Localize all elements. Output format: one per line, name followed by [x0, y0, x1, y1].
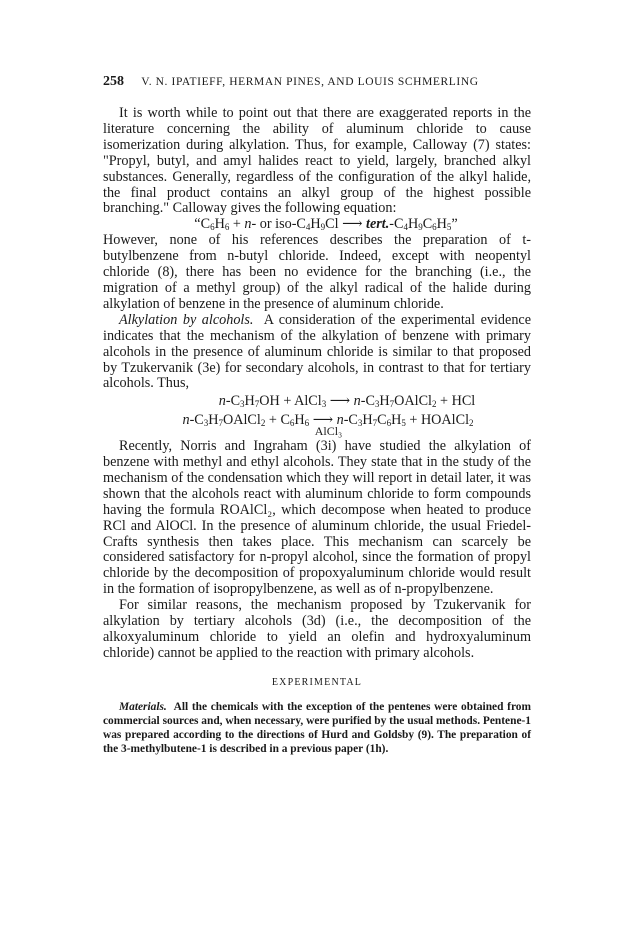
paragraph-3-text: A consideration of the experimental evidence indicates that the mechanism of the alkylation of benzene with primary alcohols in the presence of aluminum chloride is similar to that proposed by Tzukervanik (3e) for secondary alcohols, in contrast to that for tertiary alcohols. Thus,: [103, 311, 532, 392]
running-header: [103, 74, 479, 90]
catalyst-label: AlCl₃: [314, 424, 343, 439]
reaction-arrow-icon: ⟶: [329, 393, 351, 410]
paragraph-5: For similar reasons, the mechanism proposed by Tzukervanik for alkylation by tertiary alcohols (3d) (i.e., the decomposition of the alkoxyaluminum chloride to yield an olefin and hydroxyaluminum chloride) cannot be applied to the reaction with primary alcohols.: [103, 597, 531, 661]
equation-alkylation: $n-C_3H_7OAlCl_2 + C_6H_6$ ⟶ AlCl₃ $n-C_3H_7C_6H_5$ + HOAlCl$_2$: [182, 412, 474, 439]
open-quote: “: [194, 216, 201, 233]
catalyst-arrow: ⟶ AlCl₃: [312, 412, 343, 439]
paragraph-2: However, none of his references describes the preparation of t-butylbenzene from n-butyl chloride. Indeed, except with neopentyl chloride (8), there has been no evidence for the branching (i.e., the migration of a methyl group) of the alkyl radical of the halide during alkylation of benzene in the presence of aluminum chloride.: [103, 232, 531, 312]
materials-text: All the chemicals with the exception of the pentenes were obtained from commercial sources and, when necessary, were purified by the usual methods. Pentene-1 was prepared according to the directions of Hurd and Goldsby (9). The preparation of the 3-methylbutene-1 is described in a previous paper (1h).: [103, 700, 531, 756]
page-number: 258: [103, 74, 124, 89]
article-body: [103, 106, 531, 757]
paragraph-1: It is worth while to point out that there are exaggerated reports in the literature concerning the ability of aluminum chloride to cause isomerization during alkylation. Thus, for example, Calloway (7) states: "Propyl, butyl, and amyl halides react to yield, largely, branched alkyl substances. Generally, regardless of the configuration of the alkyl halide, the final product contains an alkyl group of the highest possible branching." Calloway gives the following equation:: [103, 105, 531, 217]
equation-calloway: “$C_6H_6 + n-$ or iso-$C_4H_9Cl$ ⟶ $tert.-C_4H_9C_6H_5$”: [194, 216, 458, 233]
close-quote: ”: [451, 216, 458, 233]
materials-heading: Materials.: [119, 700, 167, 713]
running-head: V. N. IPATIEFF, HERMAN PINES, AND LOUIS SCHMERLING: [141, 76, 479, 88]
paragraph-3: [103, 313, 531, 393]
subheading-alkylation-by-alcohols: Alkylation by alcohols.: [119, 311, 254, 328]
section-title: EXPERIMENTAL: [271, 676, 363, 688]
reaction-arrow-icon: ⟶: [342, 216, 363, 233]
equation-propanol-alcl3: $n-C_3H_7OH$ + AlCl$_3$ ⟶ $n-C_3H_7OAlCl_2$ + HCl: [218, 393, 476, 410]
paragraph-4: Recently, Norris and Ingraham (3i) have studied the alkylation of benzene with methyl and ethyl alcohols. They state that in the study of the mechanism of the condensation which they will report in detail later, it was shown that the alcohols react with aluminum chloride to form compounds having the formula ROAlCl₂, which decompose when heated to produce RCl and AlOCl. In the presence of aluminum chloride, the usual Friedel-Crafts synthesis then takes place. This mechanism can scarcely be considered satisfactory for n-propyl alcohol, since the formation of propyl chloride by the decomposition of propoxyaluminum chloride would result in the formation of isopropylbenzene, as well as of n-propylbenzene.: [103, 438, 531, 598]
materials-paragraph: [103, 700, 531, 757]
